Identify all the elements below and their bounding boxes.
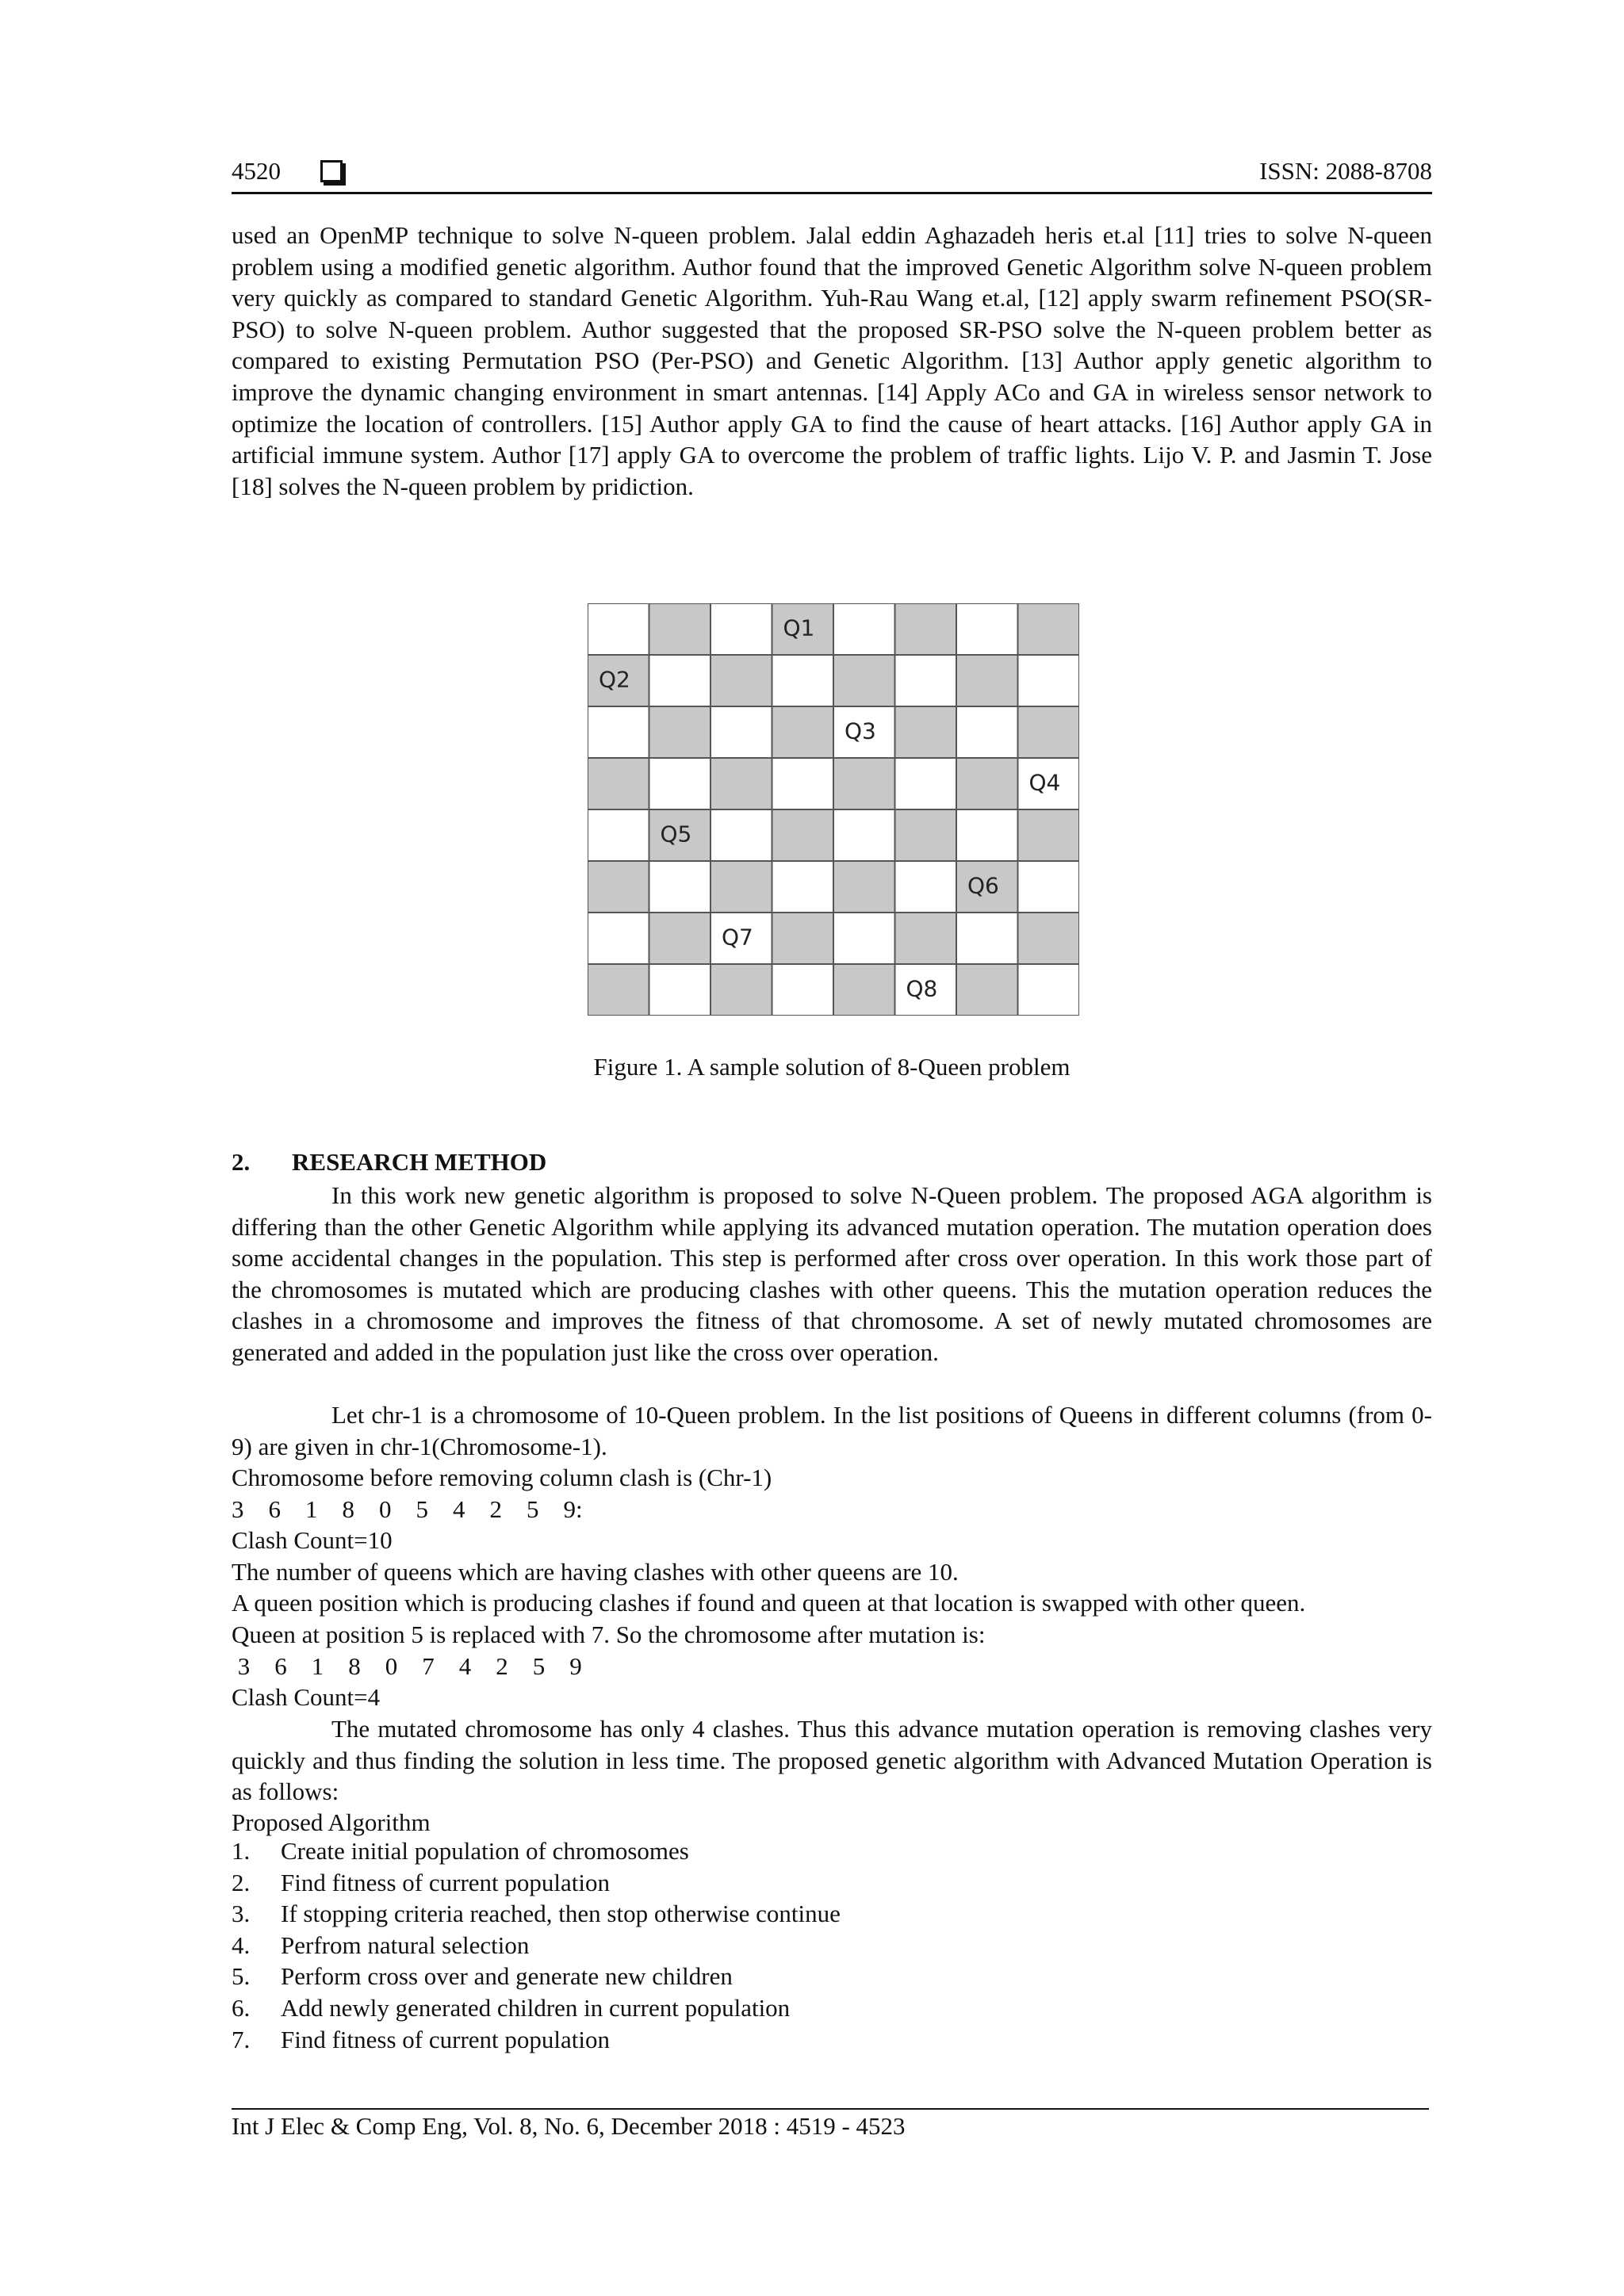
board-cell: [1018, 861, 1080, 913]
board-cell: [1018, 706, 1080, 758]
list-item: 2. Find fitness of current population: [232, 1868, 610, 1896]
square-bullet-icon: [320, 160, 343, 182]
queen-label-4: Q4: [1028, 769, 1061, 796]
board-cell: [649, 964, 711, 1016]
figure-caption: Figure 1. A sample solution of 8-Queen problem: [593, 1053, 1071, 1081]
section-paragraph-3: The mutated chromosome has only 4 clashes. Thus this advance mutation operation is removing clashes very quickly and thus finding the solution in less time. The proposed genetic algorithm with Advanced Mutation Operation is as follows:: [232, 1715, 1432, 1806]
board-cell: [710, 706, 772, 758]
page-number: 4520: [232, 157, 281, 185]
issn: ISSN: 2088-8708: [1259, 157, 1432, 185]
board-cell: [833, 655, 895, 706]
list-item: 6. Add newly generated children in current population: [232, 1993, 791, 2022]
section-paragraph-2: Let chr-1 is a chromosome of 10-Queen problem. In the list positions of Queens in different columns (from 0-9) are given in chr-1(Chromosome-1).: [232, 1401, 1432, 1460]
queen-board: [588, 603, 1079, 1016]
board-cell: [710, 758, 772, 809]
board-cell: [649, 603, 711, 655]
board-cell: [588, 913, 649, 964]
queens-clash-line: The number of queens which are having clashes with other queens are 10.: [232, 1558, 959, 1586]
board-cell: [772, 706, 834, 758]
board-cell: [833, 809, 895, 861]
board-cell: [956, 655, 1018, 706]
queen-label-8: Q8: [906, 975, 938, 1002]
board-cell: [833, 964, 895, 1016]
board-cell: [895, 655, 957, 706]
page-header: [232, 157, 1432, 193]
list-item: 1. Create initial population of chromosomes: [232, 1837, 689, 1865]
swap-line: A queen position which is producing clashes if found and queen at that location is swapped with other queen.: [232, 1589, 1306, 1617]
board-cell: [833, 758, 895, 809]
board-cell: [772, 964, 834, 1016]
board-cell: [1018, 809, 1080, 861]
section-heading: [232, 1148, 546, 1177]
board-cell: [772, 913, 834, 964]
queen-label-5: Q5: [660, 821, 692, 848]
queen-label-7: Q7: [722, 924, 753, 951]
board-cell: [710, 603, 772, 655]
intro-paragraph: used an OpenMP technique to solve N-queen problem. Jalal eddin Aghazadeh heris et.al [11] tries to solve N-queen problem using a modified genetic algorithm. Author found that the improved Genetic Algorithm solve N-queen problem very quickly as compared to standard Genetic Algorithm. Yuh-Rau Wang et.al, [12] apply swarm refinement PSO(SR-PSO) to solve N-queen problem. Author suggested that the proposed SR-PSO solve the N-queen problem better as compared to existing Permutation PSO (Per-PSO) and Genetic Algorithm. [13] Author apply genetic algorithm to improve the dynamic changing environment in smart antennas. [14] Apply ACo and GA in wireless sensor network to optimize the location of controllers. [15] Author apply GA to find the cause of heart attacks. [16] Author apply GA in artificial immune system. Author [17] apply GA to overcome the problem of traffic lights. Lijo V. P. and Jasmin T. Jose [18] solves the N-queen problem by pridiction.: [232, 221, 1432, 500]
board-cell: [588, 706, 649, 758]
board-cell: [895, 603, 957, 655]
list-item: 5. Perform cross over and generate new children: [232, 1962, 733, 1991]
board-cell: [956, 809, 1018, 861]
board-cell: [588, 603, 649, 655]
chromosome-before-label: Chromosome before removing column clash is (Chr-1): [232, 1464, 772, 1491]
board-cell: [895, 809, 957, 861]
board-cell: [956, 758, 1018, 809]
section-paragraph-1: In this work new genetic algorithm is proposed to solve N-Queen problem. The proposed AGA algorithm is differing than the other Genetic Algorithm while applying its advanced mutation operation. The mutation operation does some accidental changes in the population. This step is performed after cross over operation. In this work those part of the chromosomes is mutated which are producing clashes with other queens. This the mutation operation reduces the clashes in a chromosome and improves the fitness of that chromosome. A set of newly mutated chromosomes are generated and added in the population just like the cross over operation.: [232, 1181, 1432, 1366]
board-cell: [772, 758, 834, 809]
board-cell: [1018, 964, 1080, 1016]
board-cell: [710, 964, 772, 1016]
board-cell: [833, 603, 895, 655]
board-cell: [649, 655, 711, 706]
board-cell: [772, 861, 834, 913]
queen-label-6: Q6: [967, 872, 999, 899]
queen-board-figure: [588, 603, 1079, 1016]
board-cell: [710, 861, 772, 913]
algorithm-title: Proposed Algorithm: [232, 1808, 431, 1836]
section-title: RESEARCH METHOD: [292, 1148, 547, 1176]
list-item: 3. If stopping criteria reached, then stop otherwise continue: [232, 1900, 841, 1928]
algorithm-steps: [232, 1835, 841, 2055]
board-cell: [772, 809, 834, 861]
board-cell: [649, 861, 711, 913]
section-number: 2.: [232, 1148, 251, 1176]
footer-citation: Int J Elec & Comp Eng, Vol. 8, No. 6, December 2018 : 4519 - 4523: [232, 2112, 906, 2140]
board-cell: [649, 758, 711, 809]
board-cell: [895, 758, 957, 809]
header-rule: [232, 192, 1432, 194]
queen-label-3: Q3: [845, 718, 876, 744]
board-cell: [895, 861, 957, 913]
board-cell: [649, 913, 711, 964]
queen-label-2: Q2: [599, 666, 630, 693]
board-cell: [956, 964, 1018, 1016]
board-cell: [710, 655, 772, 706]
list-item: 7. Find fitness of current population: [232, 2025, 610, 2053]
chromosome-before: 3 6 1 8 0 5 4 2 5 9:: [232, 1495, 583, 1523]
board-cell: [833, 861, 895, 913]
list-item: 4. Perfrom natural selection: [232, 1931, 530, 1959]
board-cell: [833, 913, 895, 964]
board-cell: [588, 861, 649, 913]
board-cell: [588, 809, 649, 861]
chromosome-after: 3 6 1 8 0 7 4 2 5 9: [232, 1652, 582, 1680]
board-cell: [588, 964, 649, 1016]
footer-rule: [232, 2108, 1429, 2110]
board-cell: [588, 758, 649, 809]
board-cell: [710, 809, 772, 861]
board-cell: [956, 706, 1018, 758]
board-cell: [1018, 603, 1080, 655]
board-cell: [956, 913, 1018, 964]
board-cell: [772, 655, 834, 706]
clash-count-after: Clash Count=4: [232, 1683, 381, 1711]
board-cell: [895, 706, 957, 758]
queen-label-1: Q1: [783, 614, 815, 641]
board-cell: [956, 603, 1018, 655]
board-cell: [1018, 913, 1080, 964]
clash-count-before: Clash Count=10: [232, 1526, 393, 1554]
replace-line: Queen at position 5 is replaced with 7. So the chromosome after mutation is:: [232, 1621, 986, 1648]
board-cell: [649, 706, 711, 758]
board-cell: [1018, 655, 1080, 706]
board-cell: [895, 913, 957, 964]
